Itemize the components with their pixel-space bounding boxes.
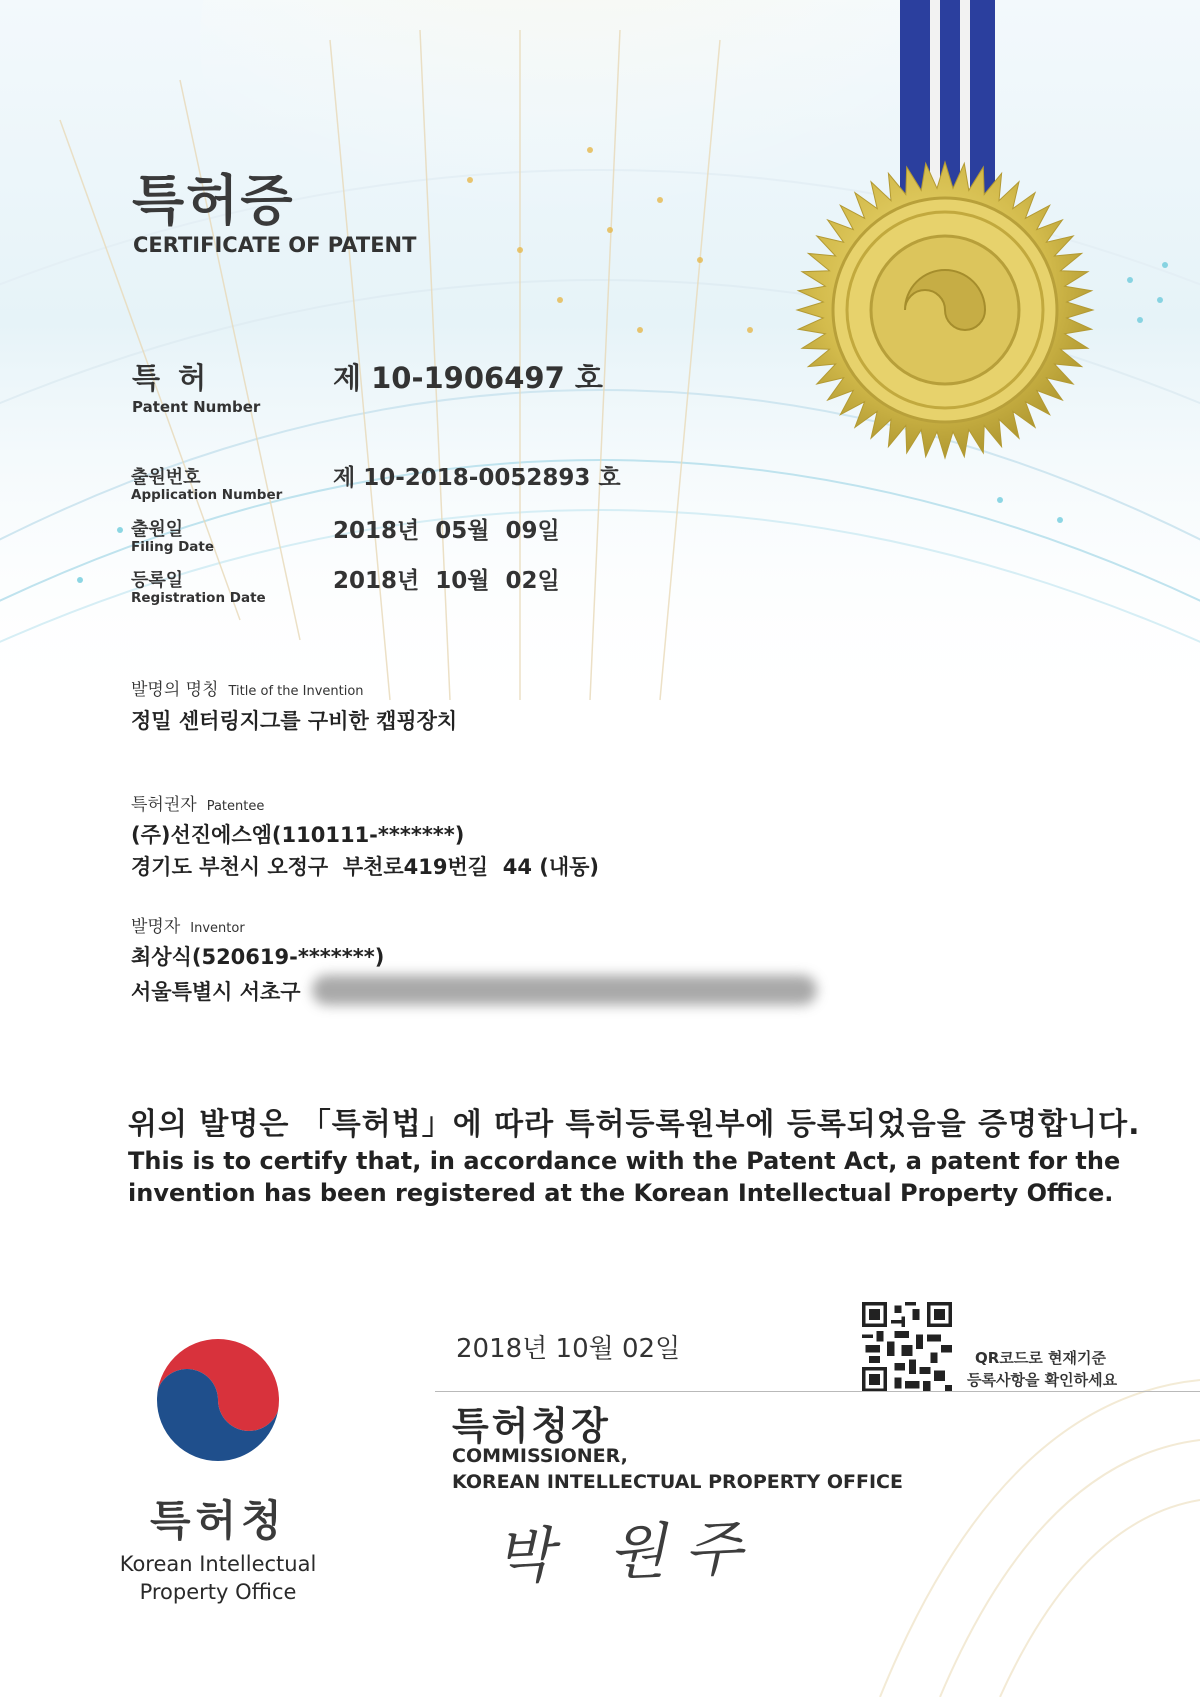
certificate-title-en: CERTIFICATE OF PATENT: [133, 233, 417, 257]
registration-label-en: Registration Date: [131, 590, 266, 606]
qr-code-icon[interactable]: [862, 1302, 952, 1392]
inventor-label-ko: 발명자: [131, 917, 181, 937]
redacted-address-blur: [312, 975, 817, 1005]
invention-label-en: Title of the Invention: [228, 684, 364, 699]
registration-date: 2018년 10월 02일: [333, 568, 560, 594]
invention-label-ko: 발명의 명칭: [131, 680, 219, 700]
application-number: 제 10-2018-0052893 호: [333, 465, 621, 491]
patentee-name: (주)선진에스엠(110111-*******): [131, 823, 465, 847]
gold-seal-icon: [797, 162, 1093, 458]
invention-title: 정밀 센터링지그를 구비한 캡핑장치: [131, 709, 458, 733]
certificate-title-ko: 특허증: [132, 169, 295, 232]
certification-ko: 위의 발명은 「특허법」에 따라 특허등록원부에 등록되었음을 증명합니다.: [128, 1107, 1141, 1142]
qr-instruction-line1: QR코드로 현재기준: [975, 1349, 1106, 1367]
issue-date: 2018년 10월 02일: [456, 1334, 681, 1364]
patentee-label-ko: 특허권자: [131, 795, 197, 815]
application-label-en: Application Number: [131, 487, 283, 503]
filing-label-en: Filing Date: [131, 539, 215, 555]
office-name-en-1: Korean Intellectual: [119, 1552, 317, 1576]
patentee-heading: [131, 790, 264, 815]
application-label-ko: 출원번호: [131, 467, 201, 488]
commissioner-title-ko: 특허청장: [452, 1404, 611, 1448]
qr-instruction: [967, 1347, 1117, 1391]
registration-label-ko: 등록일: [131, 570, 184, 591]
patentee-label-en: Patentee: [206, 799, 265, 814]
inventor-name: 최상식(520619-*******): [131, 945, 385, 969]
office-name-en-2: Property Office: [139, 1580, 297, 1604]
signature-divider: [435, 1391, 1200, 1392]
filing-label-ko: 출원일: [131, 519, 184, 540]
commissioner-title-en-2: KOREAN INTELLECTUAL PROPERTY OFFICE: [452, 1471, 903, 1493]
inventor-address: 서울특별시 서초구: [131, 980, 301, 1004]
patent-label-en: Patent Number: [132, 398, 261, 416]
patentee-address: 경기도 부천시 오정구 부천로419번길 44 (내동): [131, 855, 600, 879]
patent-label-ko: 특 허: [132, 361, 211, 395]
commissioner-title-en-1: COMMISSIONER,: [452, 1445, 628, 1467]
qr-instruction-line2: 등록사항을 확인하세요: [967, 1371, 1118, 1389]
patent-number: 제 10-1906497 호: [333, 361, 603, 395]
inventor-label-en: Inventor: [190, 921, 245, 936]
commissioner-signature: 박 원주: [494, 1513, 762, 1593]
kipo-logo-icon: [150, 1332, 286, 1468]
inventor-heading: [131, 912, 245, 937]
certification-en: This is to certify that, in accordance with the Patent Act, a patent for the invention has been registered at the Korean Intellectual Property Office.: [128, 1147, 1121, 1207]
filing-date: 2018년 05월 09일: [333, 518, 560, 544]
office-name-ko: 특허청: [150, 1496, 287, 1545]
invention-heading: [131, 675, 364, 700]
